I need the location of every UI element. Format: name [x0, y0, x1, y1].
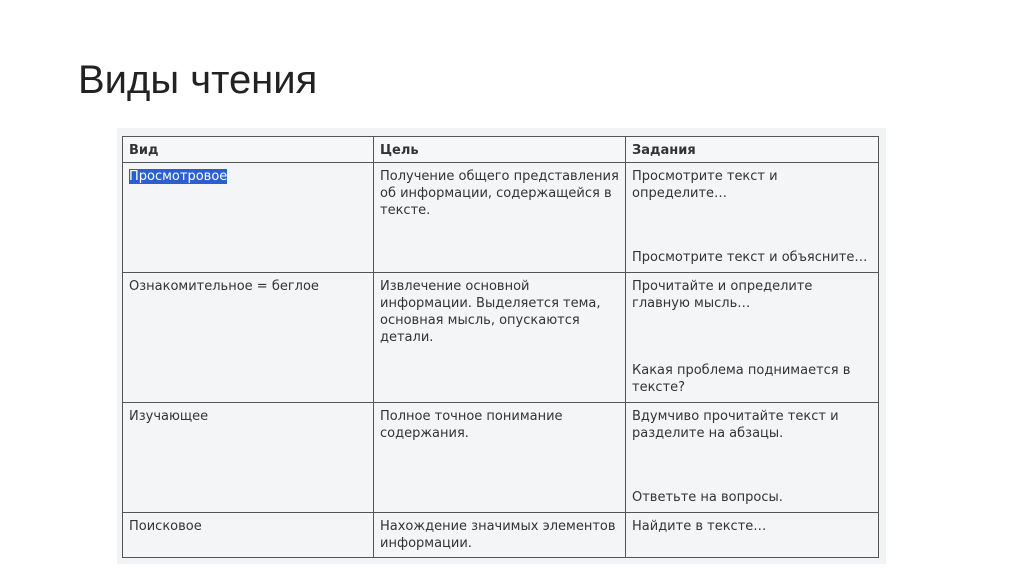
- table-row: [123, 403, 879, 513]
- selected-text[interactable]: Просмотровое: [129, 169, 228, 184]
- header-vid: Вид: [123, 137, 374, 163]
- header-tasks: Задания: [626, 137, 879, 163]
- cell-cel: Получение общего представления об информации, содержащейся в тексте.: [374, 163, 626, 273]
- cell-tasks: [626, 273, 879, 403]
- task: Прочитайте и определите главную мысль…: [632, 279, 813, 311]
- cell-cel: Полное точное понимание содержания.: [374, 403, 626, 513]
- table-header-row: [123, 137, 879, 163]
- task: Какая проблема поднимается в тексте?: [632, 363, 851, 395]
- table-row: [123, 273, 879, 403]
- cell-cel: Нахождение значимых элементов информации.: [374, 513, 626, 558]
- cell-tasks: [626, 403, 879, 513]
- task: Вдумчиво прочитайте текст и разделите на абзацы.: [632, 409, 839, 441]
- cell-cel: Извлечение основной информации. Выделяется тема, основная мысль, опускаются детали.: [374, 273, 626, 403]
- cell-vid: Поисковое: [123, 513, 374, 558]
- table-row: [123, 163, 879, 273]
- task: Ответьте на вопросы.: [632, 490, 783, 505]
- task: Просмотрите текст и определите…: [632, 169, 778, 201]
- header-cel: Цель: [374, 137, 626, 163]
- cell-vid: Ознакомительное = беглое: [123, 273, 374, 403]
- cell-tasks: Найдите в тексте…: [626, 513, 879, 558]
- cell-tasks: [626, 163, 879, 273]
- slide-title: Виды чтения: [78, 58, 318, 102]
- reading-types-table: [122, 136, 879, 558]
- task: Просмотрите текст и объясните…: [632, 250, 868, 265]
- cell-vid: Изучающее: [123, 403, 374, 513]
- cell-vid[interactable]: [123, 163, 374, 273]
- table-row: [123, 513, 879, 558]
